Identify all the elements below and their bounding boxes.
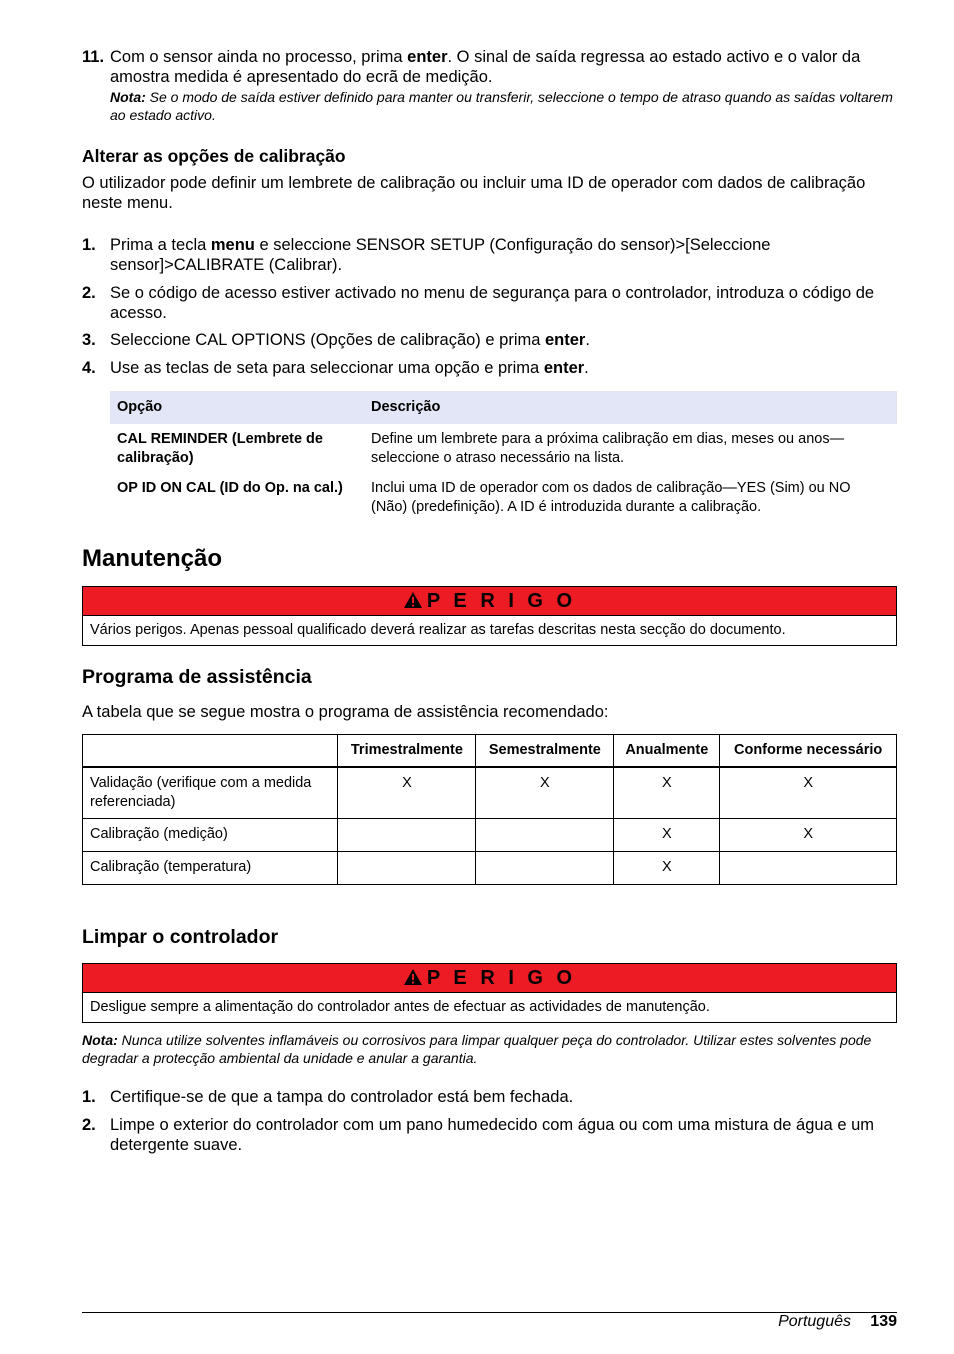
table-row	[110, 424, 897, 473]
danger-box	[82, 963, 897, 1023]
heading-clean: Limpar o controlador	[82, 926, 279, 948]
table-row: Calibração (temperatura) X	[83, 852, 897, 885]
description-cell: Inclui uma ID de operador com os dados de calibração—YES (Sim) ou NO (Não) (predefinição). A ID é introduzida durante a calibração.	[371, 480, 851, 515]
option-cell: CAL REMINDER (Lembrete de calibração)	[117, 431, 323, 466]
danger-text: Vários perigos. Apenas pessoal qualificado deverá realizar as tarefas descritas nesta secção do documento.	[90, 622, 786, 638]
table-row: Validação (verifique com a medida referenciada) X X X X	[83, 767, 897, 819]
option-cell: OP ID ON CAL (ID do Op. na cal.)	[117, 480, 343, 496]
step-number: 11.	[82, 48, 105, 66]
warning-triangle-icon	[403, 968, 423, 986]
column-header: Opção	[110, 391, 364, 424]
warning-triangle-icon	[403, 591, 423, 609]
column-header: Conforme necessário	[720, 735, 897, 768]
cal-options-intro: O utilizador pode definir um lembrete de calibração ou incluir uma ID de operador com dados de calibração neste menu.	[82, 174, 866, 212]
schedule-intro: A tabela que se segue mostra o programa de assistência recomendado:	[82, 703, 609, 721]
cal-options-table	[110, 391, 897, 522]
table-header-row	[83, 735, 897, 768]
column-header	[83, 735, 338, 768]
danger-text: Desligue sempre a alimentação do controlador antes de efectuar as actividades de manutenção.	[90, 999, 710, 1015]
cal-step-4: 4. Use as teclas de seta para seleccionar uma opção e prima enter.	[82, 359, 589, 377]
heading-schedule: Programa de assistência	[82, 666, 312, 688]
danger-banner: P E R I G O	[83, 964, 896, 993]
schedule-table	[82, 734, 897, 885]
cal-step-3: 3. Seleccione CAL OPTIONS (Opções de calibração) e prima enter.	[82, 331, 590, 349]
footer-divider	[82, 1312, 897, 1313]
column-header: Semestralmente	[476, 735, 614, 768]
footer-language: Português	[778, 1313, 851, 1330]
step-text: Com o sensor ainda no processo, prima enter. O sinal de saída regressa ao estado activo e o valor da amostra medida é apresentado do ecrã de medição.	[110, 48, 861, 86]
page-number: 139	[870, 1313, 897, 1330]
clean-step-1: 1. Certifique-se de que a tampa do controlador está bem fechada.	[82, 1088, 574, 1106]
column-header: Trimestralmente	[338, 735, 476, 768]
description-cell: Define um lembrete para a próxima calibração em dias, meses ou anos—seleccione o atraso necessário na lista.	[371, 431, 845, 466]
table-header-row	[110, 391, 897, 424]
note-solvents: Nota: Nunca utilize solventes inflamáveis ou corrosivos para limpar qualquer peça do controlador. Utilizar estes solventes pode degradar a protecção ambiental da unidade e anular a garantia.	[82, 1032, 872, 1066]
danger-banner: P E R I G O	[83, 587, 896, 616]
clean-step-2: 2. Limpe o exterior do controlador com um pano humedecido com água ou com uma mistura de água e um detergente suave.	[82, 1116, 874, 1154]
column-header: Descrição	[364, 391, 897, 424]
heading-cal-options: Alterar as opções de calibração	[82, 146, 346, 166]
cal-step-1: 1. Prima a tecla menu e seleccione SENSOR SETUP (Configuração do sensor)>[Seleccione sensor]>CALIBRATE (Calibrar).	[82, 236, 771, 274]
cal-step-2: 2. Se o código de acesso estiver activado no menu de segurança para o controlador, introduza o código de acesso.	[82, 284, 875, 322]
danger-box	[82, 586, 897, 646]
table-row: Calibração (medição) X X	[83, 819, 897, 852]
note-output-mode: Nota: Se o modo de saída estiver definido para manter ou transferir, seleccione o tempo de atraso quando as saídas voltarem ao estado activo.	[110, 89, 893, 123]
column-header: Anualmente	[614, 735, 720, 768]
table-row	[110, 473, 897, 522]
step-11	[82, 47, 897, 87]
heading-maintenance: Manutenção	[82, 545, 223, 572]
